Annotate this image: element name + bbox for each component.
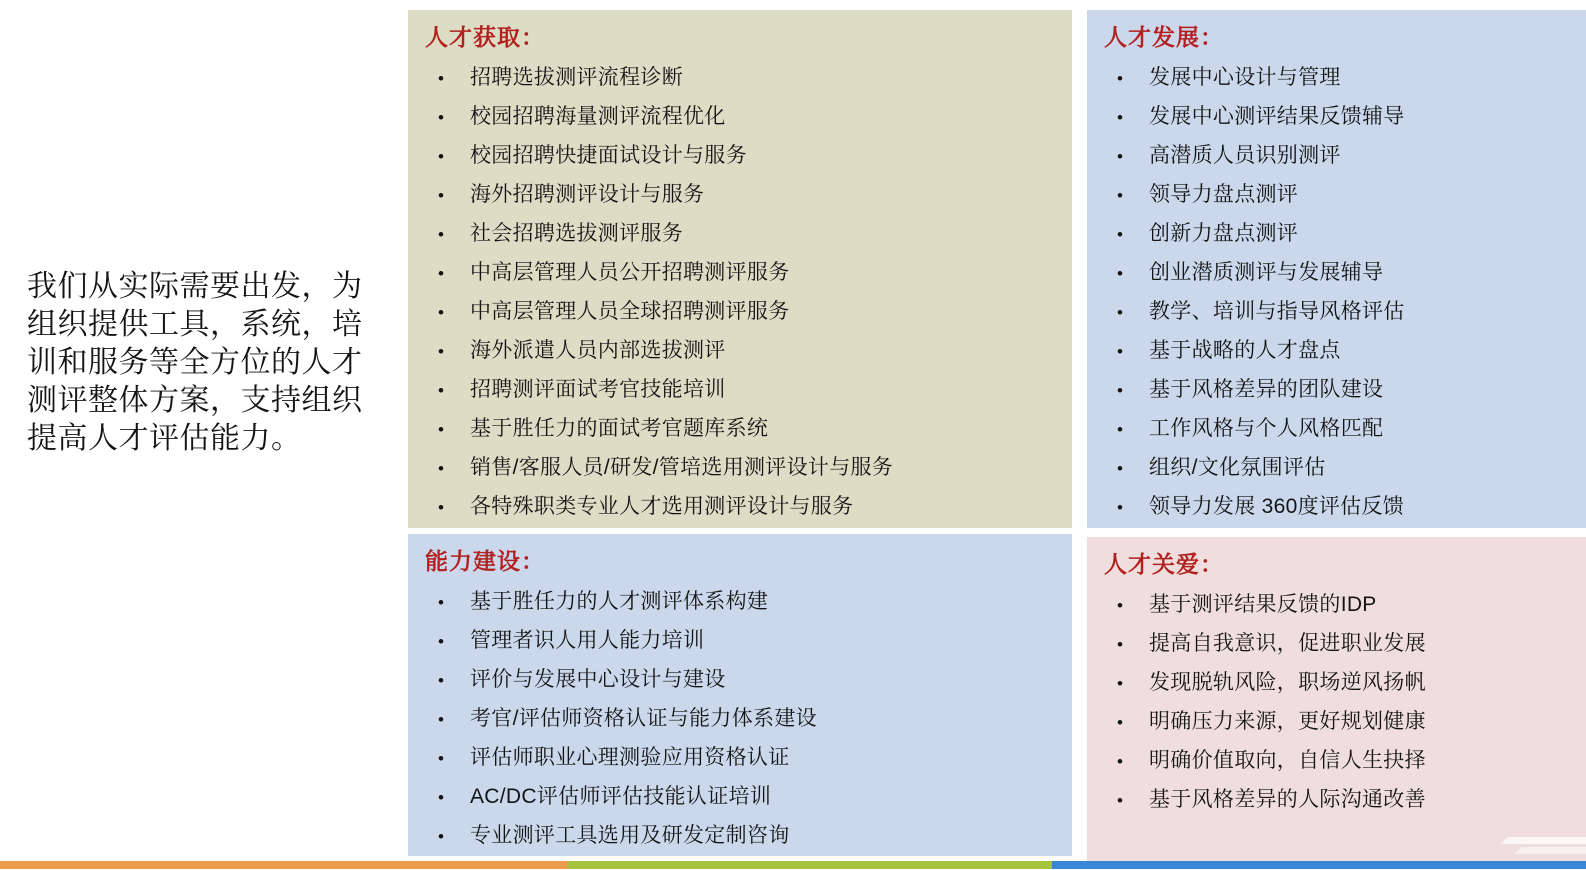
item-text: 管理者识人用人能力培训 xyxy=(470,629,705,652)
list-item xyxy=(1087,176,1586,215)
list-item xyxy=(408,410,1072,449)
list-item xyxy=(1087,215,1586,254)
talent-acquisition-panel xyxy=(408,10,1072,528)
bullet-icon: • xyxy=(1117,303,1123,322)
bullet-icon: • xyxy=(1117,635,1123,654)
item-text: 基于战略的人才盘点 xyxy=(1149,339,1341,362)
talent-development-panel xyxy=(1087,10,1586,528)
item-text: AC/DC评估师评估技能认证培训 xyxy=(470,785,772,808)
list-item xyxy=(1087,664,1586,703)
bullet-icon: • xyxy=(1117,69,1123,88)
item-text: 高潜质人员识别测评 xyxy=(1149,144,1341,167)
bottom-accent-bar xyxy=(0,861,1586,869)
list-item xyxy=(1087,254,1586,293)
list-item xyxy=(408,817,1072,856)
item-text: 社会招聘选拔测评服务 xyxy=(470,222,683,245)
bullet-icon: • xyxy=(438,827,444,846)
bullet-icon: • xyxy=(1117,381,1123,400)
bullet-icon: • xyxy=(1117,791,1123,810)
bullet-icon: • xyxy=(438,108,444,127)
capability-service-list xyxy=(408,583,1072,856)
item-text: 基于风格差异的团队建设 xyxy=(1149,378,1384,401)
bullet-icon: • xyxy=(438,459,444,478)
list-item xyxy=(408,176,1072,215)
list-item xyxy=(1087,742,1586,781)
bullet-icon: • xyxy=(1117,264,1123,283)
list-item xyxy=(408,583,1072,622)
bullet-icon: • xyxy=(438,593,444,612)
item-text: 基于风格差异的人际沟通改善 xyxy=(1149,788,1426,811)
list-item xyxy=(1087,293,1586,332)
intro-paragraph xyxy=(27,268,392,458)
list-item xyxy=(408,449,1072,488)
bullet-icon: • xyxy=(1117,186,1123,205)
bullet-icon: • xyxy=(438,498,444,517)
list-item xyxy=(1087,371,1586,410)
bullet-icon: • xyxy=(438,420,444,439)
bullet-icon: • xyxy=(438,788,444,807)
item-text: 海外招聘测评设计与服务 xyxy=(470,183,705,206)
intro-line: 组织提供工具，系统，培 xyxy=(27,308,363,341)
item-text: 评价与发展中心设计与建设 xyxy=(470,668,726,691)
bullet-icon: • xyxy=(438,671,444,690)
item-text: 创新力盘点测评 xyxy=(1149,222,1299,245)
list-item xyxy=(408,778,1072,817)
list-item xyxy=(1087,625,1586,664)
bullet-icon: • xyxy=(1117,713,1123,732)
item-text: 招聘选拔测评流程诊断 xyxy=(470,66,683,89)
panel-title-development: 人才发展： xyxy=(1104,24,1224,50)
bullet-icon: • xyxy=(1117,225,1123,244)
item-text: 教学、培训与指导风格评估 xyxy=(1149,300,1405,323)
list-item xyxy=(408,98,1072,137)
item-text: 基于胜任力的面试考官题库系统 xyxy=(470,417,769,440)
item-text: 基于测评结果反馈的IDP xyxy=(1149,593,1377,616)
item-text: 组织/文化氛围评估 xyxy=(1149,456,1326,479)
intro-line: 我们从实际需要出发，为 xyxy=(27,270,363,303)
item-text: 发展中心测评结果反馈辅导 xyxy=(1149,105,1405,128)
bullet-icon: • xyxy=(1117,420,1123,439)
list-item xyxy=(1087,332,1586,371)
intro-line: 提高人才评估能力。 xyxy=(27,422,302,455)
item-text: 中高层管理人员公开招聘测评服务 xyxy=(470,261,790,284)
talent-care-panel xyxy=(1087,537,1586,861)
list-item xyxy=(408,293,1072,332)
bullet-icon: • xyxy=(438,303,444,322)
bullet-icon: • xyxy=(438,710,444,729)
list-item xyxy=(408,215,1072,254)
item-text: 提高自我意识，促进职业发展 xyxy=(1149,632,1426,655)
care-service-list xyxy=(1087,586,1586,820)
panel-title-care: 人才关爱： xyxy=(1104,551,1224,577)
bottom-bar-green-segment xyxy=(568,861,1052,869)
item-text: 海外派遣人员内部选拔测评 xyxy=(470,339,726,362)
item-text: 校园招聘海量测评流程优化 xyxy=(470,105,726,128)
bullet-icon: • xyxy=(438,749,444,768)
bullet-icon: • xyxy=(1117,459,1123,478)
item-text: 领导力盘点测评 xyxy=(1149,183,1299,206)
list-item xyxy=(408,371,1072,410)
item-text: 创业潜质测评与发展辅导 xyxy=(1149,261,1384,284)
list-item xyxy=(1087,137,1586,176)
list-item xyxy=(408,700,1072,739)
list-item xyxy=(1087,781,1586,820)
list-item xyxy=(1087,586,1586,625)
item-text: 校园招聘快捷面试设计与服务 xyxy=(470,144,747,167)
intro-line: 训和服务等全方位的人才 xyxy=(27,346,363,379)
list-item xyxy=(1087,59,1586,98)
item-text: 中高层管理人员全球招聘测评服务 xyxy=(470,300,790,323)
panel-title-acquisition: 人才获取： xyxy=(425,24,545,50)
bullet-icon: • xyxy=(438,264,444,283)
item-text: 考官/评估师资格认证与能力体系建设 xyxy=(470,707,817,730)
list-item xyxy=(408,739,1072,778)
item-text: 工作风格与个人风格匹配 xyxy=(1149,417,1384,440)
item-text: 明确压力来源，更好规划健康 xyxy=(1149,710,1426,733)
list-item xyxy=(408,137,1072,176)
bullet-icon: • xyxy=(438,342,444,361)
acquisition-service-list xyxy=(408,59,1072,527)
bullet-icon: • xyxy=(1117,108,1123,127)
list-item xyxy=(1087,449,1586,488)
development-service-list xyxy=(1087,59,1586,527)
list-item xyxy=(408,59,1072,98)
list-item xyxy=(408,622,1072,661)
item-text: 评估师职业心理测验应用资格认证 xyxy=(470,746,790,769)
bullet-icon: • xyxy=(1117,498,1123,517)
bottom-bar-orange-segment xyxy=(0,861,568,869)
item-text: 发展中心设计与管理 xyxy=(1149,66,1341,89)
item-text: 各特殊职类专业人才选用测评设计与服务 xyxy=(470,495,854,518)
item-text: 招聘测评面试考官技能培训 xyxy=(470,378,726,401)
bullet-icon: • xyxy=(438,69,444,88)
bullet-icon: • xyxy=(1117,147,1123,166)
item-text: 销售/客服人员/研发/管培选用测评设计与服务 xyxy=(470,456,894,479)
list-item xyxy=(408,332,1072,371)
bullet-icon: • xyxy=(438,147,444,166)
item-text: 明确价值取向，自信人生抉择 xyxy=(1149,749,1426,772)
panel-title-capability: 能力建设： xyxy=(425,548,545,574)
item-text: 发现脱轨风险，职场逆风扬帆 xyxy=(1149,671,1426,694)
list-item xyxy=(1087,410,1586,449)
bullet-icon: • xyxy=(1117,342,1123,361)
list-item xyxy=(1087,488,1586,527)
list-item xyxy=(408,254,1072,293)
list-item xyxy=(1087,98,1586,137)
list-item xyxy=(408,488,1072,527)
item-text: 领导力发展 360度评估反馈 xyxy=(1149,495,1405,518)
list-item xyxy=(408,661,1072,700)
bullet-icon: • xyxy=(1117,752,1123,771)
bullet-icon: • xyxy=(1117,674,1123,693)
bullet-icon: • xyxy=(1117,596,1123,615)
intro-line: 测评整体方案，支持组织 xyxy=(27,384,363,417)
bullet-icon: • xyxy=(438,225,444,244)
bullet-icon: • xyxy=(438,381,444,400)
bullet-icon: • xyxy=(438,632,444,651)
bottom-bar-blue-segment xyxy=(1052,861,1586,869)
capability-building-panel xyxy=(408,534,1072,856)
list-item xyxy=(1087,703,1586,742)
bullet-icon: • xyxy=(438,186,444,205)
item-text: 专业测评工具选用及研发定制咨询 xyxy=(470,824,790,847)
item-text: 基于胜任力的人才测评体系构建 xyxy=(470,590,769,613)
